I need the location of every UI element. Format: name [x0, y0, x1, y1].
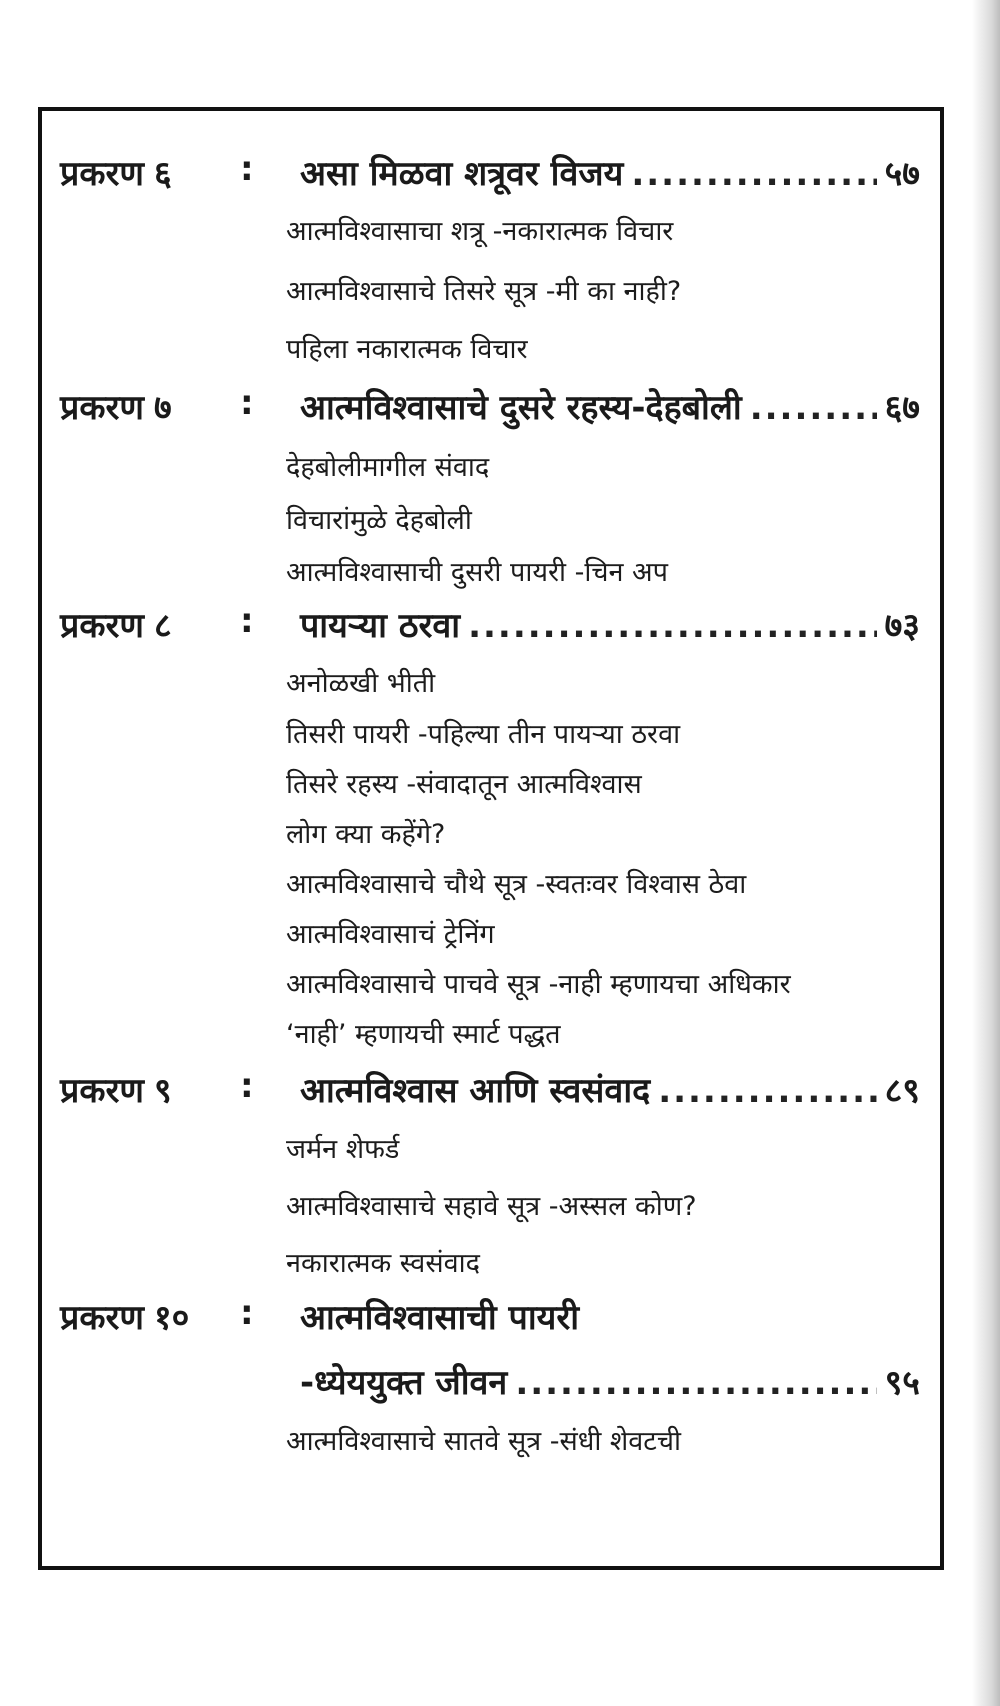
chapter-colon: : [240, 149, 254, 189]
chapter-title-row [300, 383, 920, 429]
chapter-number: १० [153, 1298, 190, 1338]
topic-item: आत्मविश्वासाचे तिसरे सूत्र -मी का नाही? [286, 276, 682, 307]
topic-item: आत्मविश्वासाचे पाचवे सूत्र -नाही म्हणायचा अधिकार [286, 969, 791, 1000]
topic-item: आत्मविश्वासाची दुसरी पायरी -चिन अप [286, 557, 669, 588]
dot-leader [631, 154, 876, 194]
chapter-page-number: ५७ [884, 154, 920, 194]
dot-leader [750, 388, 877, 428]
chapter-title: आत्मविश्वासाची पायरी [300, 1298, 580, 1338]
topic-item: पहिला नकारात्मक विचार [286, 334, 528, 365]
chapter-number: ७ [153, 388, 172, 428]
chapter-7-heading[interactable] [60, 383, 920, 443]
chapter-title-row [300, 601, 920, 647]
chapter-page-number: ८९ [884, 1071, 920, 1111]
chapter-title-row [300, 149, 920, 195]
chapter-colon: : [240, 601, 254, 641]
page-edge-shade [972, 0, 1000, 1706]
dot-leader [515, 1363, 876, 1403]
topic-item: देहबोलीमागील संवाद [286, 452, 490, 483]
chapter-title-row [300, 1358, 920, 1404]
chapter-9-heading[interactable] [60, 1066, 920, 1126]
chapter-title: पायऱ्या ठरवा [300, 606, 461, 646]
chapter-label: प्रकरण ६ [60, 149, 172, 195]
chapter-colon: : [240, 383, 254, 423]
chapter-title: असा मिळवा शत्रूवर विजय [300, 154, 624, 194]
topic-item: तिसरे रहस्य -संवादातून आत्मविश्वास [286, 769, 642, 800]
chapter-6-heading[interactable] [60, 149, 920, 209]
topic-item: आत्मविश्वासाचे चौथे सूत्र -स्वतःवर विश्वास ठेवा [286, 869, 747, 900]
topic-item: विचारांमुळे देहबोली [286, 505, 472, 536]
topic-item: आत्मविश्वासाचा शत्रू -नकारात्मक विचार [286, 216, 674, 247]
chapter-title: आत्मविश्वास आणि स्वसंवाद [300, 1071, 651, 1111]
chapter-8-heading[interactable] [60, 601, 920, 661]
contents-frame [38, 107, 944, 1570]
chapter-colon: : [240, 1066, 254, 1106]
chapter-page-number: ९५ [884, 1363, 920, 1403]
topic-item: लोग क्या कहेंगे? [286, 819, 446, 850]
chapter-number: ८ [153, 606, 172, 646]
chapter-label: प्रकरण ८ [60, 601, 172, 647]
chapter-label: प्रकरण १० [60, 1293, 189, 1339]
chapter-page-number: ६७ [884, 388, 920, 428]
chapter-title-continued: -ध्येययुक्त जीवन [300, 1363, 508, 1403]
chapter-label: प्रकरण ९ [60, 1066, 172, 1112]
chapter-colon: : [240, 1293, 254, 1333]
chapter-number: ९ [153, 1071, 172, 1111]
topic-item: नकारात्मक स्वसंवाद [286, 1248, 480, 1279]
topic-item: आत्मविश्वासाचं ट्रेनिंग [286, 919, 495, 950]
chapter-10-heading[interactable] [60, 1293, 920, 1418]
topic-item: आत्मविश्वासाचे सातवे सूत्र -संधी शेवटची [286, 1426, 682, 1457]
dot-leader [658, 1071, 876, 1111]
topic-item: तिसरी पायरी -पहिल्या तीन पायऱ्या ठरवा [286, 719, 681, 750]
topic-item: ‘नाही’ म्हणायची स्मार्ट पद्धत [286, 1019, 561, 1050]
dot-leader [468, 606, 877, 646]
chapter-label: प्रकरण ७ [60, 383, 172, 429]
topic-item: जर्मन शेफर्ड [286, 1134, 400, 1165]
chapter-number: ६ [153, 154, 172, 194]
topic-item: आत्मविश्वासाचे सहावे सूत्र -अस्सल कोण? [286, 1191, 697, 1222]
chapter-title: आत्मविश्वासाचे दुसरे रहस्य-देहबोली [300, 388, 742, 428]
chapter-page-number: ७३ [884, 606, 920, 646]
chapter-title-row [300, 1066, 920, 1112]
topic-item: अनोळखी भीती [286, 668, 436, 699]
